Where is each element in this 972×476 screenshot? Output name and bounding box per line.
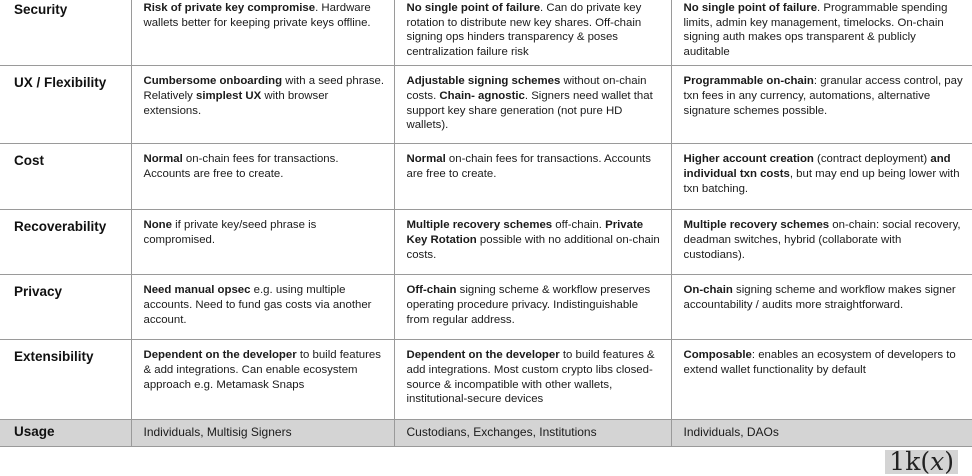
table-cell [394, 144, 671, 210]
cell-bold-text: On-chain [683, 284, 733, 297]
table-cell [131, 340, 394, 420]
row-label: UX / Flexibility [0, 66, 131, 144]
cell-text: . Can do private key rotation to distribute new key shares. Off-chain signing ops hinders transparency & poses centralization failure risk [406, 2, 642, 58]
cell-text: , but may end up being lower with txn batching. [683, 167, 960, 195]
table-cell [671, 210, 972, 275]
table-row [0, 0, 972, 66]
usage-cell: Individuals, DAOs [671, 420, 972, 447]
cell-text: : granular access control, pay txn fees in any currency, automations, alternative signature schemes possible. [683, 75, 963, 117]
table-cell [671, 66, 972, 144]
cell-text: with browser extensions. [143, 89, 329, 117]
table-row [0, 210, 972, 275]
table-cell [131, 275, 394, 340]
cell-bold-text: Normal [143, 153, 183, 166]
cell-text: to build features & add integrations. Can enable ecosystem approach e.g. Metamask Snaps [143, 349, 381, 391]
table-cell [671, 340, 972, 420]
cell-bold-text: Dependent on the developer [406, 349, 560, 362]
row-label: Usage [0, 420, 131, 447]
cell-bold-text: None [143, 219, 172, 232]
logo-paren-close: ) [944, 447, 954, 476]
cell-bold-text: Higher account creation [683, 153, 814, 166]
cell-text: on-chain fees for transactions. Accounts are free to create. [406, 153, 651, 180]
row-label: Recoverability [0, 210, 131, 275]
usage-cell: Custodians, Exchanges, Institutions [394, 420, 671, 447]
table-cell [394, 0, 671, 66]
1kx-logo [885, 447, 958, 476]
logo-prefix: 1k [889, 447, 921, 476]
cell-bold-text: Chain- agnostic [439, 89, 525, 102]
cell-bold-text: Off-chain [406, 284, 457, 297]
cell-bold-text: Dependent on the developer [143, 349, 297, 362]
table-cell [394, 340, 671, 420]
cell-bold-text: simplest UX [196, 89, 262, 102]
cell-text: on-chain: social recovery, deadman switches, hybrid (collaborate with custodians). [683, 219, 961, 261]
cell-bold-text: Composable [683, 349, 752, 362]
cell-text: : enables an ecosystem of developers to extend wallet functionality by default [683, 349, 956, 376]
cell-bold-text: Risk of private key compromise [143, 2, 316, 14]
cell-text: . Signers need wallet that support key share generation (not pure HD wallets). [406, 89, 653, 132]
row-label: Privacy [0, 275, 131, 340]
cell-bold-text: Adjustable signing schemes [406, 75, 561, 88]
table-cell [131, 210, 394, 275]
cell-bold-text: Normal [406, 153, 446, 166]
cell-text: without on-chain costs. [406, 75, 647, 102]
table-row [0, 66, 972, 144]
table-row [0, 275, 972, 340]
cell-text: . Programmable spending limits, admin key management, timelocks. On-chain signing auth makes ops transparent & publicly auditable [683, 2, 948, 58]
cell-bold-text: No single point of failure [683, 2, 818, 14]
table-cell [131, 144, 394, 210]
cell-text: if private key/seed phrase is compromised. [143, 219, 317, 246]
cell-bold-text: and individual txn costs [683, 153, 951, 180]
cell-bold-text: Programmable on-chain [683, 75, 814, 88]
usage-cell: Individuals, Multisig Signers [131, 420, 394, 447]
cell-bold-text: No single point of failure [406, 2, 541, 14]
table-row-usage [0, 420, 972, 447]
cell-text: off-chain. [552, 219, 606, 232]
table-cell [131, 0, 394, 66]
table-cell [394, 210, 671, 275]
cell-text: (contract deployment) [813, 153, 931, 166]
cell-text: signing scheme and workflow makes signer accountability / audits more straightforward. [683, 284, 956, 311]
cell-bold-text: Multiple recovery schemes [406, 219, 553, 232]
cell-text: to build features & add integrations. Most custom crypto libs closed-source & incompatible with other wallets, institutional-secure devices [406, 349, 655, 406]
table-cell [671, 275, 972, 340]
cell-text: on-chain fees for transactions. Accounts are free to create. [143, 153, 339, 180]
row-label: Extensibility [0, 340, 131, 420]
table-cell [671, 0, 972, 66]
cell-bold-text: Private Key Rotation [406, 219, 644, 246]
cell-text: possible with no additional on-chain costs. [406, 233, 660, 261]
table-cell [394, 275, 671, 340]
cell-bold-text: Need manual opsec [143, 284, 251, 297]
table-cell [394, 66, 671, 144]
cell-text: with a seed phrase. Relatively [143, 75, 385, 102]
logo-var: x [930, 447, 945, 476]
cell-bold-text: Multiple recovery schemes [683, 219, 830, 232]
cell-text: e.g. using multiple accounts. Need to fund gas costs via another account. [143, 284, 372, 326]
table-row [0, 144, 972, 210]
logo-paren-open: ( [920, 447, 931, 476]
cell-text: . Hardware wallets better for keeping private keys offline. [143, 2, 371, 29]
table-row [0, 340, 972, 420]
table-cell [671, 144, 972, 210]
cell-bold-text: Cumbersome onboarding [143, 75, 283, 88]
table-cell [131, 66, 394, 144]
row-label: Security [0, 0, 131, 66]
row-label: Cost [0, 144, 131, 210]
cell-text: signing scheme & workflow preserves operating procedure privacy. Indistinguishable from regular address. [406, 284, 651, 326]
